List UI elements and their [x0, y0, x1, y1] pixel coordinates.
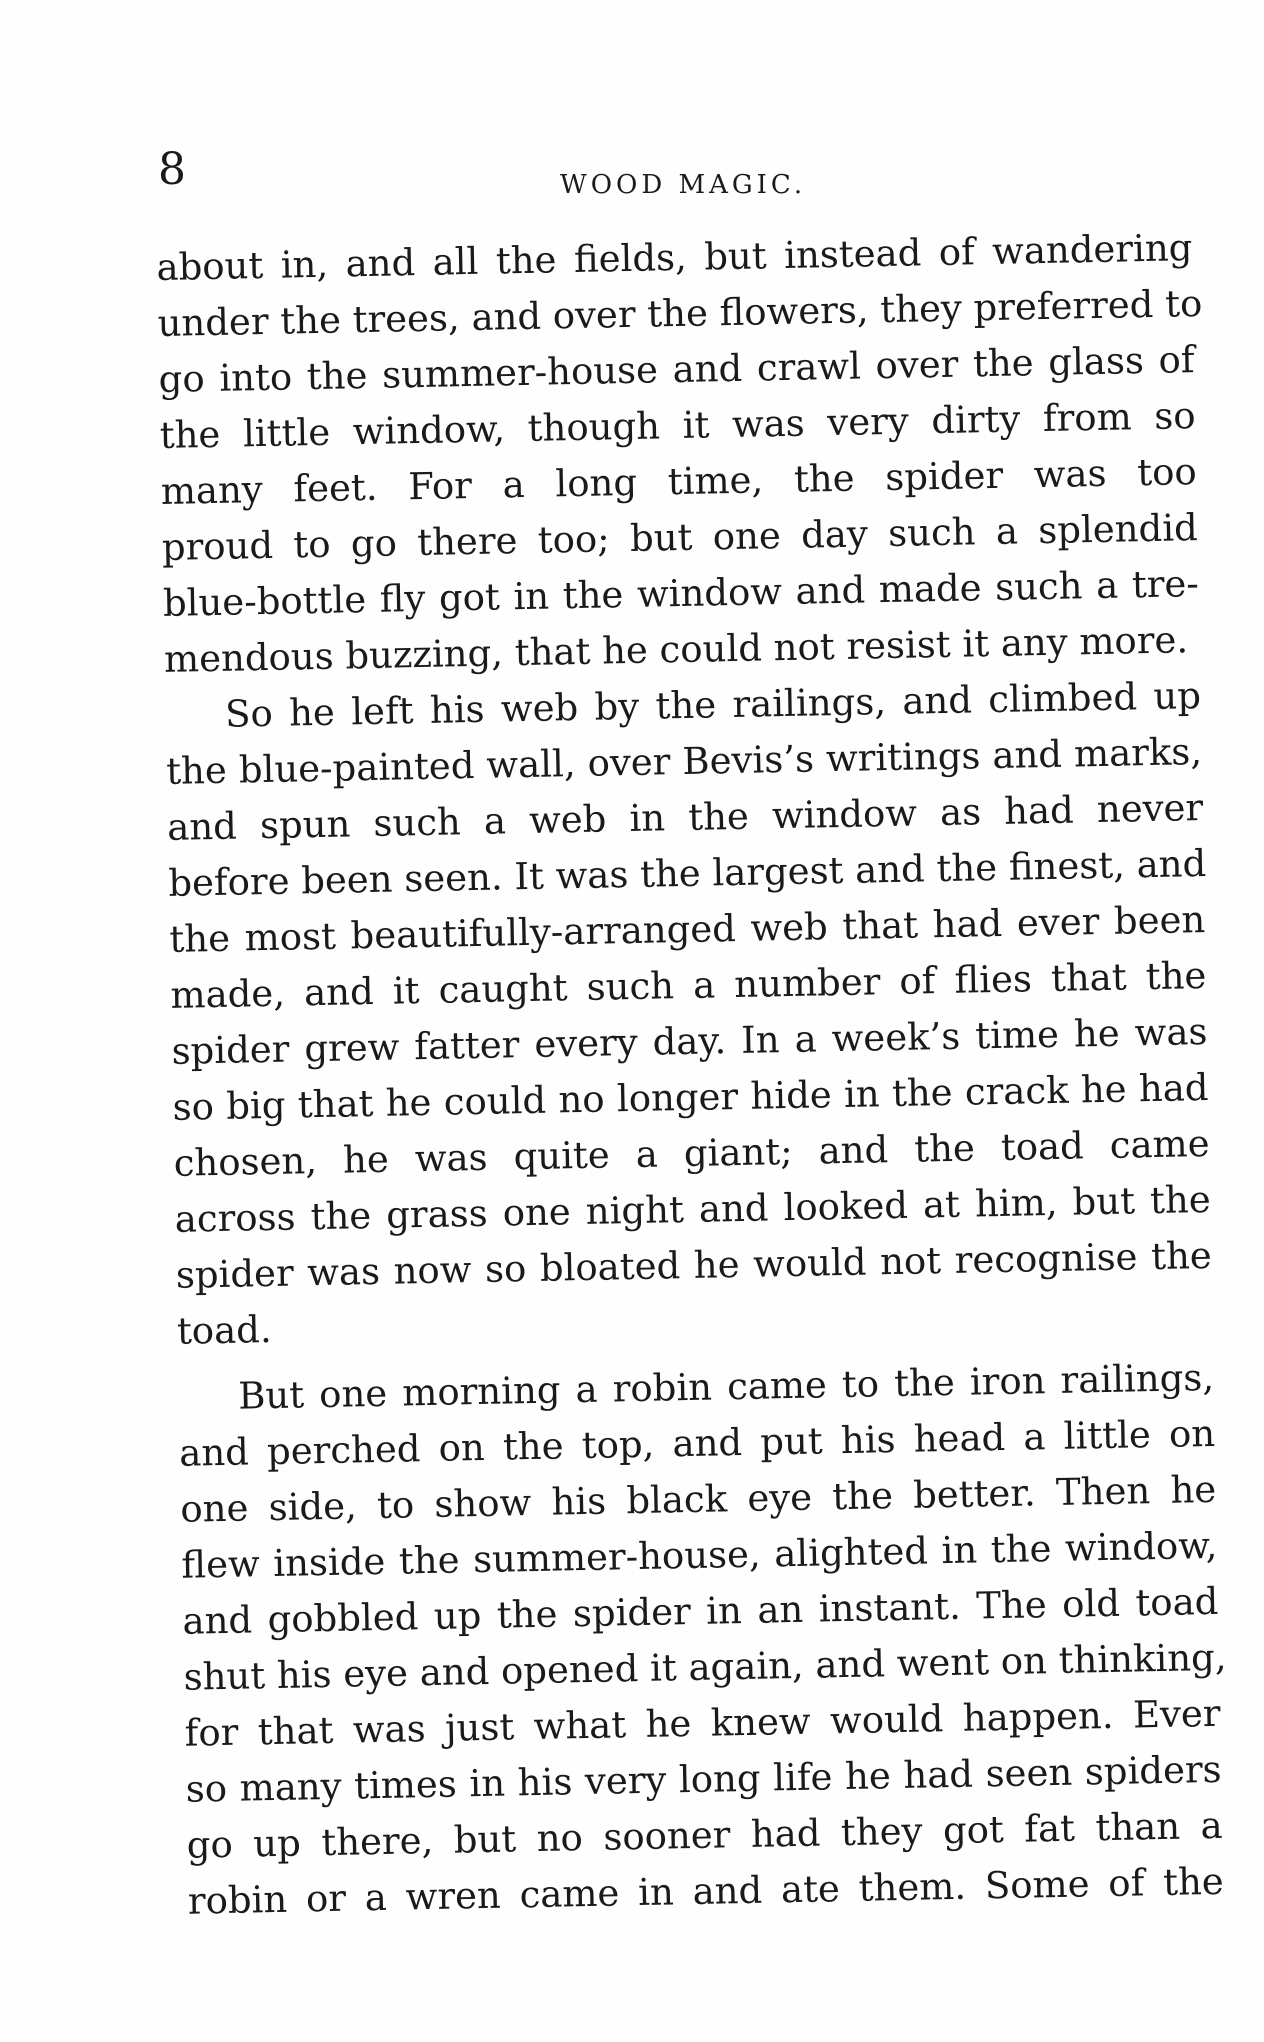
text-line: about in, and all the fields, but instead of wandering	[156, 226, 1193, 289]
text-line: proud to go there too; but one day such a splendid	[161, 506, 1199, 569]
text-line: spider was now so bloated he would not recognise the	[175, 1233, 1213, 1297]
text-line: before been seen. It was the largest and the finest, and	[167, 841, 1207, 905]
text-line: robin or a wren came in and ate them. Some of the	[187, 1859, 1225, 1923]
text-line: shut his eye and opened it again, and went on thinking,	[183, 1635, 1227, 1699]
text-line: blue-bottle fly got in the window and made such a tre-	[162, 562, 1200, 625]
text-line: across the grass one night and looked at him, but the	[174, 1177, 1212, 1241]
body-text	[156, 220, 1227, 1930]
text-line: the little window, though it was very dirty from so	[159, 394, 1196, 457]
text-line: the blue-painted wall, over Bevis’s writings and marks,	[165, 730, 1203, 793]
text-line: under the trees, and over the flowers, they preferred to	[157, 281, 1203, 345]
text-line: go up there, but no sooner had they got fat than a	[186, 1803, 1224, 1867]
text-line: So he left his web by the railings, and climbed up	[224, 674, 1202, 736]
text-line: toad.	[176, 1307, 273, 1353]
text-line: for that was just what he knew would happen. Ever	[184, 1691, 1221, 1755]
text-line: chosen, he was quite a giant; and the toad came	[173, 1121, 1210, 1185]
paragraph-3	[178, 1350, 1225, 1930]
text-line: many feet. For a long time, the spider was too	[160, 450, 1198, 513]
paragraph-1	[156, 220, 1203, 688]
text-line: But one morning a robin came to the iron railings,	[237, 1355, 1215, 1418]
running-head: WOOD MAGIC.	[560, 170, 807, 200]
text-line: so big that he could no longer hide in the crack he had	[172, 1065, 1209, 1129]
text-line: and gobbled up the spider in an instant. The old toad	[182, 1579, 1219, 1643]
text-line: so many times in his very long life he had seen spiders	[185, 1747, 1222, 1811]
text-line: flew inside the summer-house, alighted in the window,	[181, 1523, 1218, 1587]
text-line: and perched on the top, and put his head a little on	[178, 1411, 1216, 1475]
text-line: and spun such a web in the window as had never	[166, 786, 1204, 849]
text-line: mendous buzzing, that he could not resist it any more.	[163, 618, 1189, 681]
text-line: the most beautifully-arranged web that had ever been	[169, 897, 1206, 961]
text-line: made, and it caught such a number of flies that the	[170, 953, 1207, 1017]
text-line: one side, to show his black eye the better. Then he	[179, 1467, 1217, 1531]
paragraph-2	[165, 668, 1214, 1360]
text-line: spider grew fatter every day. In a week’s time he was	[171, 1009, 1208, 1073]
page-number: 8	[158, 144, 186, 195]
text-line: go into the summer-house and crawl over the glass of	[158, 338, 1195, 401]
